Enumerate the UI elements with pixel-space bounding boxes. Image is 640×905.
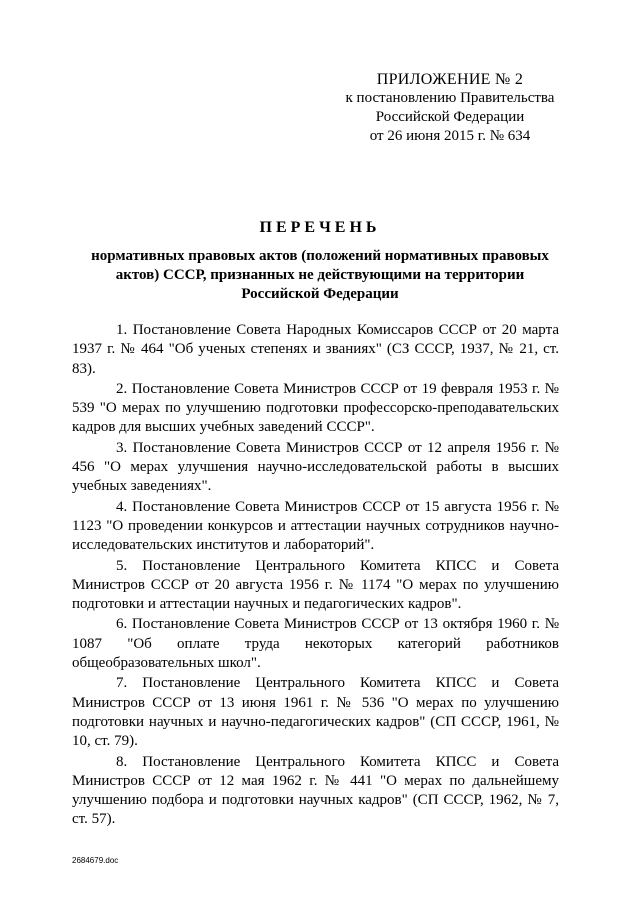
list-item: 2. Постановление Совета Министров СССР от 19 февраля 1953 г. № 539 "О мерах по улучшению подготовки профессорско-преподавательских кадров для высших учебных заведений СССР". <box>72 380 559 436</box>
list-item: 4. Постановление Совета Министров СССР от 15 августа 1956 г. № 1123 "О проведении конкурсов и аттестации научных сотрудников научно-исследовательских институтов и лабораторий". <box>72 498 559 554</box>
appendix-line-country: Российской Федерации <box>375 109 525 125</box>
list-item: 1. Постановление Совета Народных Комиссаров СССР от 20 марта 1937 г. № 464 "Об ученых степенях и званиях" (СЗ СССР, 1937, № 21, ст. 83). <box>72 322 559 377</box>
document-subtitle: нормативных правовых актов (положений нормативных правовых актов) СССР, признанных не действующими на территории Российской Федерации <box>91 248 549 302</box>
acts-list <box>72 321 559 831</box>
list-item: 6. Постановление Совета Министров СССР от 13 октября 1960 г. № 1087 "Об оплате труда некоторых категорий работников общеобразовательных школ". <box>72 616 559 672</box>
appendix-line-resolution: к постановлению Правительства <box>345 90 555 106</box>
list-item: 3. Постановление Совета Министров СССР от 12 апреля 1956 г. № 456 "О мерах улучшения научно-исследовательской работы в высших учебных заведениях". <box>72 439 559 495</box>
list-item: 8. Постановление Центрального Комитета КПСС и Совета Министров СССР от 12 мая 1962 г. № 441 "О мерах по дальнейшему улучшению подбора и подготовки научных кадров" (СП СССР, 1962, № 7, ст. 57). <box>72 753 559 828</box>
document-title: ПЕРЕЧЕНЬ <box>259 219 381 236</box>
footer-doc-id: 2684679.doc <box>72 856 119 865</box>
appendix-title: ПРИЛОЖЕНИЕ № 2 <box>376 71 524 88</box>
list-item: 5. Постановление Центрального Комитета КПСС и Совета Министров СССР от 20 августа 1956 г. № 1174 "О мерах по улучшению подготовки и аттестации научных и педагогических кадров". <box>72 557 559 613</box>
list-item: 7. Постановление Центрального Комитета КПСС и Совета Министров СССР от 13 июня 1961 г. № 536 "О мерах по улучшению подготовки научных и научно-педагогических кадров" (СП СССР, 1961, № 10, ст. 79). <box>72 675 559 750</box>
appendix-line-date: от 26 июня 2015 г. № 634 <box>369 128 531 144</box>
appendix-header <box>330 70 570 146</box>
